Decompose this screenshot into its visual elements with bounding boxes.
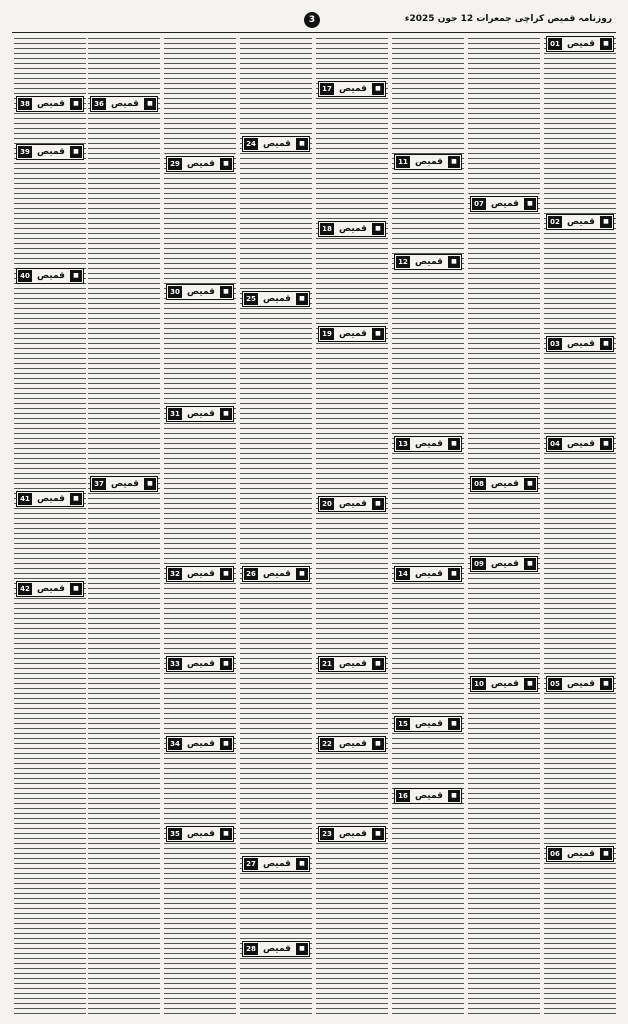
newspaper-logo-icon: ■: [70, 583, 82, 595]
newspaper-logo-icon: ■: [144, 98, 156, 110]
notice-number: 31: [168, 408, 182, 420]
notice-number: 25: [244, 293, 258, 305]
newspaper-logo-icon: ■: [448, 256, 460, 268]
newspaper-logo-icon: ■: [70, 270, 82, 282]
notice-header: [90, 96, 158, 112]
notice-title: قمیص: [567, 679, 595, 689]
notice-header: [470, 476, 538, 492]
notice-header: [394, 716, 462, 732]
notice-number: 40: [18, 270, 32, 282]
notice-column: [164, 36, 236, 1016]
notice-title: قمیص: [491, 199, 519, 209]
notice-title: قمیص: [339, 224, 367, 234]
notice-title: قمیص: [415, 569, 443, 579]
notice-header: [166, 284, 234, 300]
notice-title: قمیص: [567, 339, 595, 349]
notice-header: [318, 326, 386, 342]
notice-header: [166, 656, 234, 672]
newspaper-logo-icon: ■: [448, 790, 460, 802]
notice-number: 16: [396, 790, 410, 802]
notice-header: [394, 154, 462, 170]
notice-column: [392, 36, 464, 1016]
notice-title: قمیص: [567, 439, 595, 449]
notice-title: قمیص: [37, 99, 65, 109]
newspaper-logo-icon: ■: [524, 478, 536, 490]
notice-header: [318, 736, 386, 752]
newspaper-logo-icon: ■: [70, 98, 82, 110]
notice-title: قمیص: [37, 494, 65, 504]
notice-number: 11: [396, 156, 410, 168]
notice-title: قمیص: [415, 257, 443, 267]
newspaper-logo-icon: ■: [448, 568, 460, 580]
notice-title: قمیص: [567, 217, 595, 227]
notice-header: [16, 268, 84, 284]
newspaper-logo-icon: ■: [524, 198, 536, 210]
newspaper-logo-icon: ■: [372, 738, 384, 750]
notice-number: 39: [18, 146, 32, 158]
newspaper-logo-icon: ■: [220, 158, 232, 170]
notice-title: قمیص: [567, 849, 595, 859]
newspaper-logo-icon: ■: [296, 858, 308, 870]
notice-number: 37: [92, 478, 106, 490]
notice-title: قمیص: [415, 157, 443, 167]
notice-header: [16, 491, 84, 507]
notice-header: [394, 254, 462, 270]
notice-number: 24: [244, 138, 258, 150]
notice-header: [470, 556, 538, 572]
notice-number: 41: [18, 493, 32, 505]
newspaper-logo-icon: ■: [220, 658, 232, 670]
notice-header: [242, 291, 310, 307]
notice-title: قمیص: [415, 439, 443, 449]
notice-header: [318, 656, 386, 672]
notice-header: [470, 196, 538, 212]
notice-column: [240, 36, 312, 1016]
newspaper-logo-icon: ■: [372, 828, 384, 840]
notice-number: 29: [168, 158, 182, 170]
newspaper-logo-icon: ■: [524, 558, 536, 570]
newspaper-logo-icon: ■: [600, 38, 612, 50]
notice-title: قمیص: [339, 739, 367, 749]
newspaper-logo-icon: ■: [448, 156, 460, 168]
notice-header: [16, 144, 84, 160]
notice-title: قمیص: [339, 499, 367, 509]
notice-number: 20: [320, 498, 334, 510]
notice-header: [546, 846, 614, 862]
notice-title: قمیص: [187, 739, 215, 749]
notice-column: [88, 36, 160, 1016]
notice-number: 22: [320, 738, 334, 750]
notice-title: قمیص: [37, 584, 65, 594]
notice-header: [242, 136, 310, 152]
notice-number: 08: [472, 478, 486, 490]
notice-title: قمیص: [339, 84, 367, 94]
notice-number: 19: [320, 328, 334, 340]
notice-number: 34: [168, 738, 182, 750]
notice-header: [546, 36, 614, 52]
notice-title: قمیص: [263, 139, 291, 149]
notice-header: [166, 826, 234, 842]
newspaper-logo-icon: ■: [296, 138, 308, 150]
notice-header: [546, 214, 614, 230]
notice-header: [394, 436, 462, 452]
notice-header: [16, 96, 84, 112]
notice-header: [242, 856, 310, 872]
notice-title: قمیص: [187, 287, 215, 297]
notice-column: [316, 36, 388, 1016]
notice-number: 23: [320, 828, 334, 840]
notice-header: [318, 81, 386, 97]
notice-number: 27: [244, 858, 258, 870]
newspaper-logo-icon: ■: [220, 286, 232, 298]
notice-title: قمیص: [111, 99, 139, 109]
notice-columns: [12, 36, 616, 1016]
newspaper-logo-icon: ■: [70, 493, 82, 505]
newspaper-logo-icon: ■: [220, 408, 232, 420]
notice-number: 06: [548, 848, 562, 860]
notice-number: 03: [548, 338, 562, 350]
notice-title: قمیص: [263, 944, 291, 954]
notice-header: [318, 496, 386, 512]
notice-header: [242, 941, 310, 957]
notice-number: 42: [18, 583, 32, 595]
notice-header: [166, 566, 234, 582]
notice-number: 38: [18, 98, 32, 110]
notice-number: 14: [396, 568, 410, 580]
newspaper-logo-icon: ■: [296, 568, 308, 580]
notice-header: [166, 736, 234, 752]
notice-number: 02: [548, 216, 562, 228]
masthead: [12, 10, 616, 33]
notice-title: قمیص: [491, 479, 519, 489]
notice-header: [470, 676, 538, 692]
newspaper-logo-icon: ■: [600, 338, 612, 350]
notice-number: 13: [396, 438, 410, 450]
notice-number: 01: [548, 38, 562, 50]
newspaper-logo-icon: ■: [372, 498, 384, 510]
notice-column: [468, 36, 540, 1016]
notice-title: قمیص: [491, 679, 519, 689]
notice-number: 33: [168, 658, 182, 670]
newspaper-logo-icon: ■: [296, 293, 308, 305]
notice-header: [546, 336, 614, 352]
notice-title: قمیص: [339, 659, 367, 669]
newspaper-logo-icon: ■: [600, 216, 612, 228]
notice-title: قمیص: [37, 147, 65, 157]
notice-column: [544, 36, 616, 1016]
notice-number: 07: [472, 198, 486, 210]
notice-title: قمیص: [339, 829, 367, 839]
notice-column: [14, 36, 86, 1016]
notice-header: [242, 566, 310, 582]
newspaper-logo-icon: ■: [372, 83, 384, 95]
notice-title: قمیص: [263, 569, 291, 579]
notice-title: قمیص: [187, 829, 215, 839]
notice-header: [90, 476, 158, 492]
notice-header: [318, 221, 386, 237]
notice-title: قمیص: [567, 39, 595, 49]
notice-number: 10: [472, 678, 486, 690]
notice-number: 17: [320, 83, 334, 95]
newspaper-logo-icon: ■: [372, 658, 384, 670]
notice-title: قمیص: [187, 409, 215, 419]
notice-title: قمیص: [415, 791, 443, 801]
newspaper-logo-icon: ■: [448, 718, 460, 730]
notice-title: قمیص: [187, 569, 215, 579]
notice-number: 12: [396, 256, 410, 268]
notice-title: قمیص: [263, 859, 291, 869]
notice-title: قمیص: [111, 479, 139, 489]
notice-header: [166, 156, 234, 172]
newspaper-logo-icon: ■: [600, 678, 612, 690]
notice-title: قمیص: [187, 659, 215, 669]
notice-number: 35: [168, 828, 182, 840]
notice-number: 09: [472, 558, 486, 570]
notice-number: 15: [396, 718, 410, 730]
newspaper-logo-icon: ■: [600, 848, 612, 860]
newspaper-logo-icon: ■: [524, 678, 536, 690]
newspaper-logo-icon: ■: [144, 478, 156, 490]
newspaper-logo-icon: ■: [220, 568, 232, 580]
notice-header: [546, 436, 614, 452]
notice-header: [394, 788, 462, 804]
notice-number: 21: [320, 658, 334, 670]
newspaper-logo-icon: ■: [296, 943, 308, 955]
notice-number: 30: [168, 286, 182, 298]
newspaper-logo-icon: ■: [372, 223, 384, 235]
notice-number: 04: [548, 438, 562, 450]
notice-title: قمیص: [339, 329, 367, 339]
notice-number: 18: [320, 223, 334, 235]
notice-header: [546, 676, 614, 692]
notice-number: 26: [244, 568, 258, 580]
newspaper-logo-icon: ■: [220, 828, 232, 840]
masthead-date: روزنامہ قمیص کراچی جمعرات 12 جون 2025ء: [404, 14, 612, 24]
notice-header: [16, 581, 84, 597]
notice-title: قمیص: [263, 294, 291, 304]
newspaper-logo-icon: ■: [448, 438, 460, 450]
notice-number: 05: [548, 678, 562, 690]
notice-header: [318, 826, 386, 842]
newspaper-logo-icon: ■: [220, 738, 232, 750]
page-number: 3: [304, 12, 320, 28]
notice-number: 28: [244, 943, 258, 955]
notice-title: قمیص: [37, 271, 65, 281]
notice-header: [394, 566, 462, 582]
notice-header: [166, 406, 234, 422]
newspaper-logo-icon: ■: [372, 328, 384, 340]
notice-number: 36: [92, 98, 106, 110]
newspaper-page: [12, 10, 616, 1016]
notice-title: قمیص: [187, 159, 215, 169]
newspaper-logo-icon: ■: [70, 146, 82, 158]
notice-title: قمیص: [415, 719, 443, 729]
notice-number: 32: [168, 568, 182, 580]
notice-title: قمیص: [491, 559, 519, 569]
newspaper-logo-icon: ■: [600, 438, 612, 450]
